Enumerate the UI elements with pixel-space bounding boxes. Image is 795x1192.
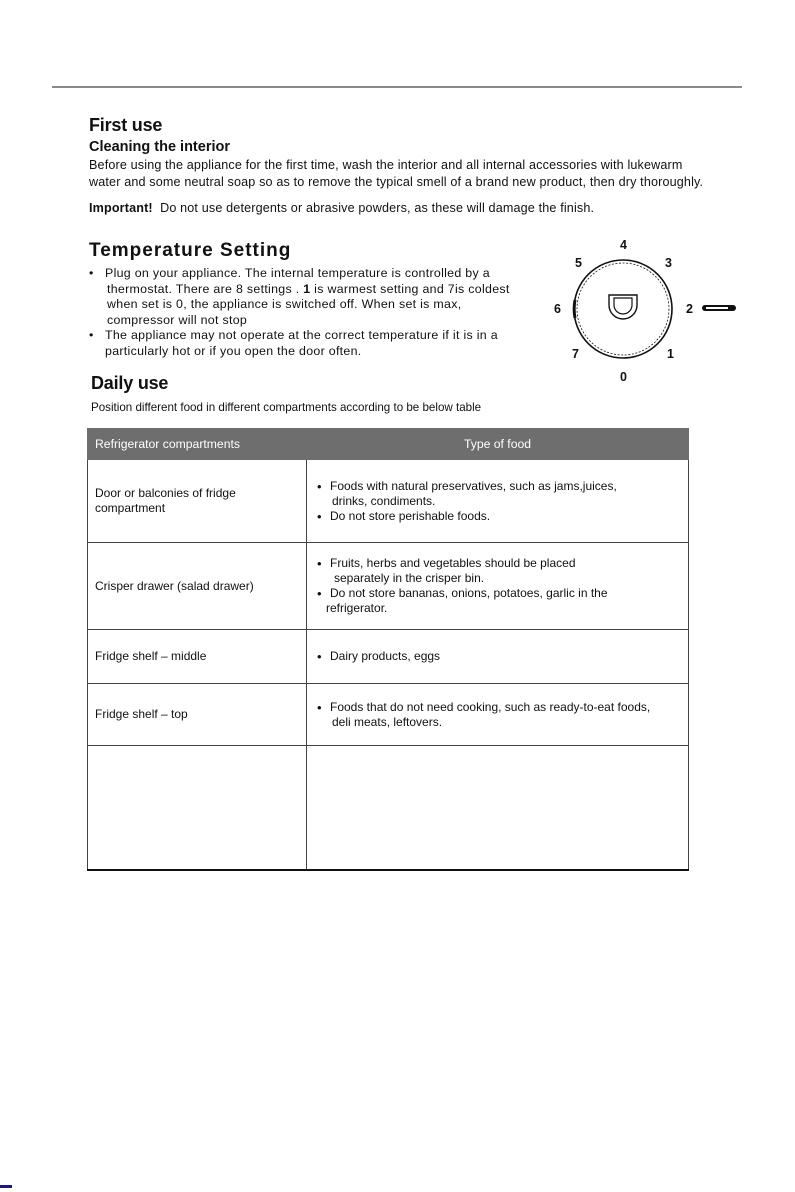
bullet-1-line4: compressor will not stop	[107, 312, 248, 327]
header-compartments: Refrigerator compartments	[88, 429, 307, 460]
cleaning-text-line1: Before using the appliance for the first time, wash the interior and all internal accessories with lukewarm	[89, 158, 683, 172]
compartment-text-line1: Door or balconies of fridge	[95, 486, 236, 500]
food-list-item: • Do not store bananas, onions, potatoes, garlic in the refrigerator.	[314, 586, 680, 616]
dial-number-5: 5	[575, 256, 582, 270]
table-row	[88, 460, 689, 543]
food-list	[314, 479, 680, 524]
bullet-1-line3: when set is 0, the appliance is switched off. When set is max,	[107, 297, 462, 311]
food-list-item: • Dairy products, eggs	[314, 649, 680, 664]
thermostat-dial	[548, 232, 748, 392]
dial-pointer-icon	[700, 303, 740, 313]
first-use-title: First use	[89, 115, 163, 135]
dial-number-0: 0	[620, 370, 627, 384]
food-list-item: • Foods with natural preservatives, such as jams,juices, drinks, condiments.	[314, 479, 680, 509]
dial-number-1: 1	[667, 347, 674, 361]
compartment-cell: Fridge shelf – middle	[88, 630, 307, 684]
header-type-of-food: Type of food	[307, 429, 689, 460]
dial-number-6: 6	[554, 302, 561, 316]
dial-number-4: 4	[620, 238, 627, 252]
dial-number-3: 3	[665, 256, 672, 270]
table-row	[88, 543, 689, 630]
table-row-empty	[88, 746, 689, 871]
compartment-cell: Fridge shelf – top	[88, 684, 307, 746]
bullet-2-line2: particularly hot or if you open the door often.	[105, 343, 362, 358]
temperature-bullet-1	[89, 266, 539, 328]
food-list-item: • Do not store perishable foods.	[314, 509, 680, 524]
important-note	[89, 200, 594, 217]
food-list	[314, 556, 680, 616]
food-cell	[307, 684, 689, 746]
header-rule	[52, 86, 742, 88]
compartment-cell	[88, 460, 307, 543]
bullet-mark: •	[89, 328, 94, 342]
compartment-cell: Crisper drawer (salad drawer)	[88, 543, 307, 630]
temperature-bullet-2	[89, 328, 539, 359]
temperature-bullets	[89, 266, 539, 359]
important-label: Important!	[89, 201, 153, 215]
compartment-cell-empty	[88, 746, 307, 871]
food-list-item: • Fruits, herbs and vegetables should be placed separately in the crisper bin.	[314, 556, 680, 586]
food-list-item: • Foods that do not need cooking, such as ready-to-eat foods, deli meats, leftovers.	[314, 700, 680, 730]
compartment-text-line2: compartment	[95, 501, 166, 515]
cleaning-interior-subtitle: Cleaning the interior	[89, 139, 230, 155]
bullet-1-line2: thermostat. There are 8 settings . 1 is warmest setting and 7is coldest	[107, 281, 510, 296]
table-header-row	[88, 429, 689, 460]
food-list	[314, 700, 680, 730]
food-cell	[307, 630, 689, 684]
table-row	[88, 630, 689, 684]
bullet-1-line1: Plug on your appliance. The internal temperature is controlled by a	[105, 266, 490, 280]
table-row	[88, 684, 689, 746]
daily-use-title: Daily use	[91, 373, 169, 393]
compartment-table	[87, 428, 689, 871]
food-cell	[307, 543, 689, 630]
temperature-setting-title: Temperature Setting	[89, 240, 292, 261]
food-cell-empty	[307, 746, 689, 871]
bullet-2-line1: The appliance may not operate at the correct temperature if it is in a	[105, 328, 498, 342]
food-list	[314, 649, 680, 664]
cleaning-text-line2: water and some neutral soap so as to remove the typical smell of a brand new product, then dry thoroughly.	[89, 175, 704, 189]
daily-use-intro: Position different food in different compartments according to be below table	[91, 401, 482, 414]
bullet-mark: •	[89, 266, 94, 280]
dial-number-7: 7	[572, 347, 579, 361]
page-corner-mark	[0, 1185, 12, 1188]
dial-number-2: 2	[686, 302, 693, 316]
important-text: Do not use detergents or abrasive powders, as these will damage the finish.	[160, 201, 595, 215]
food-cell	[307, 460, 689, 543]
